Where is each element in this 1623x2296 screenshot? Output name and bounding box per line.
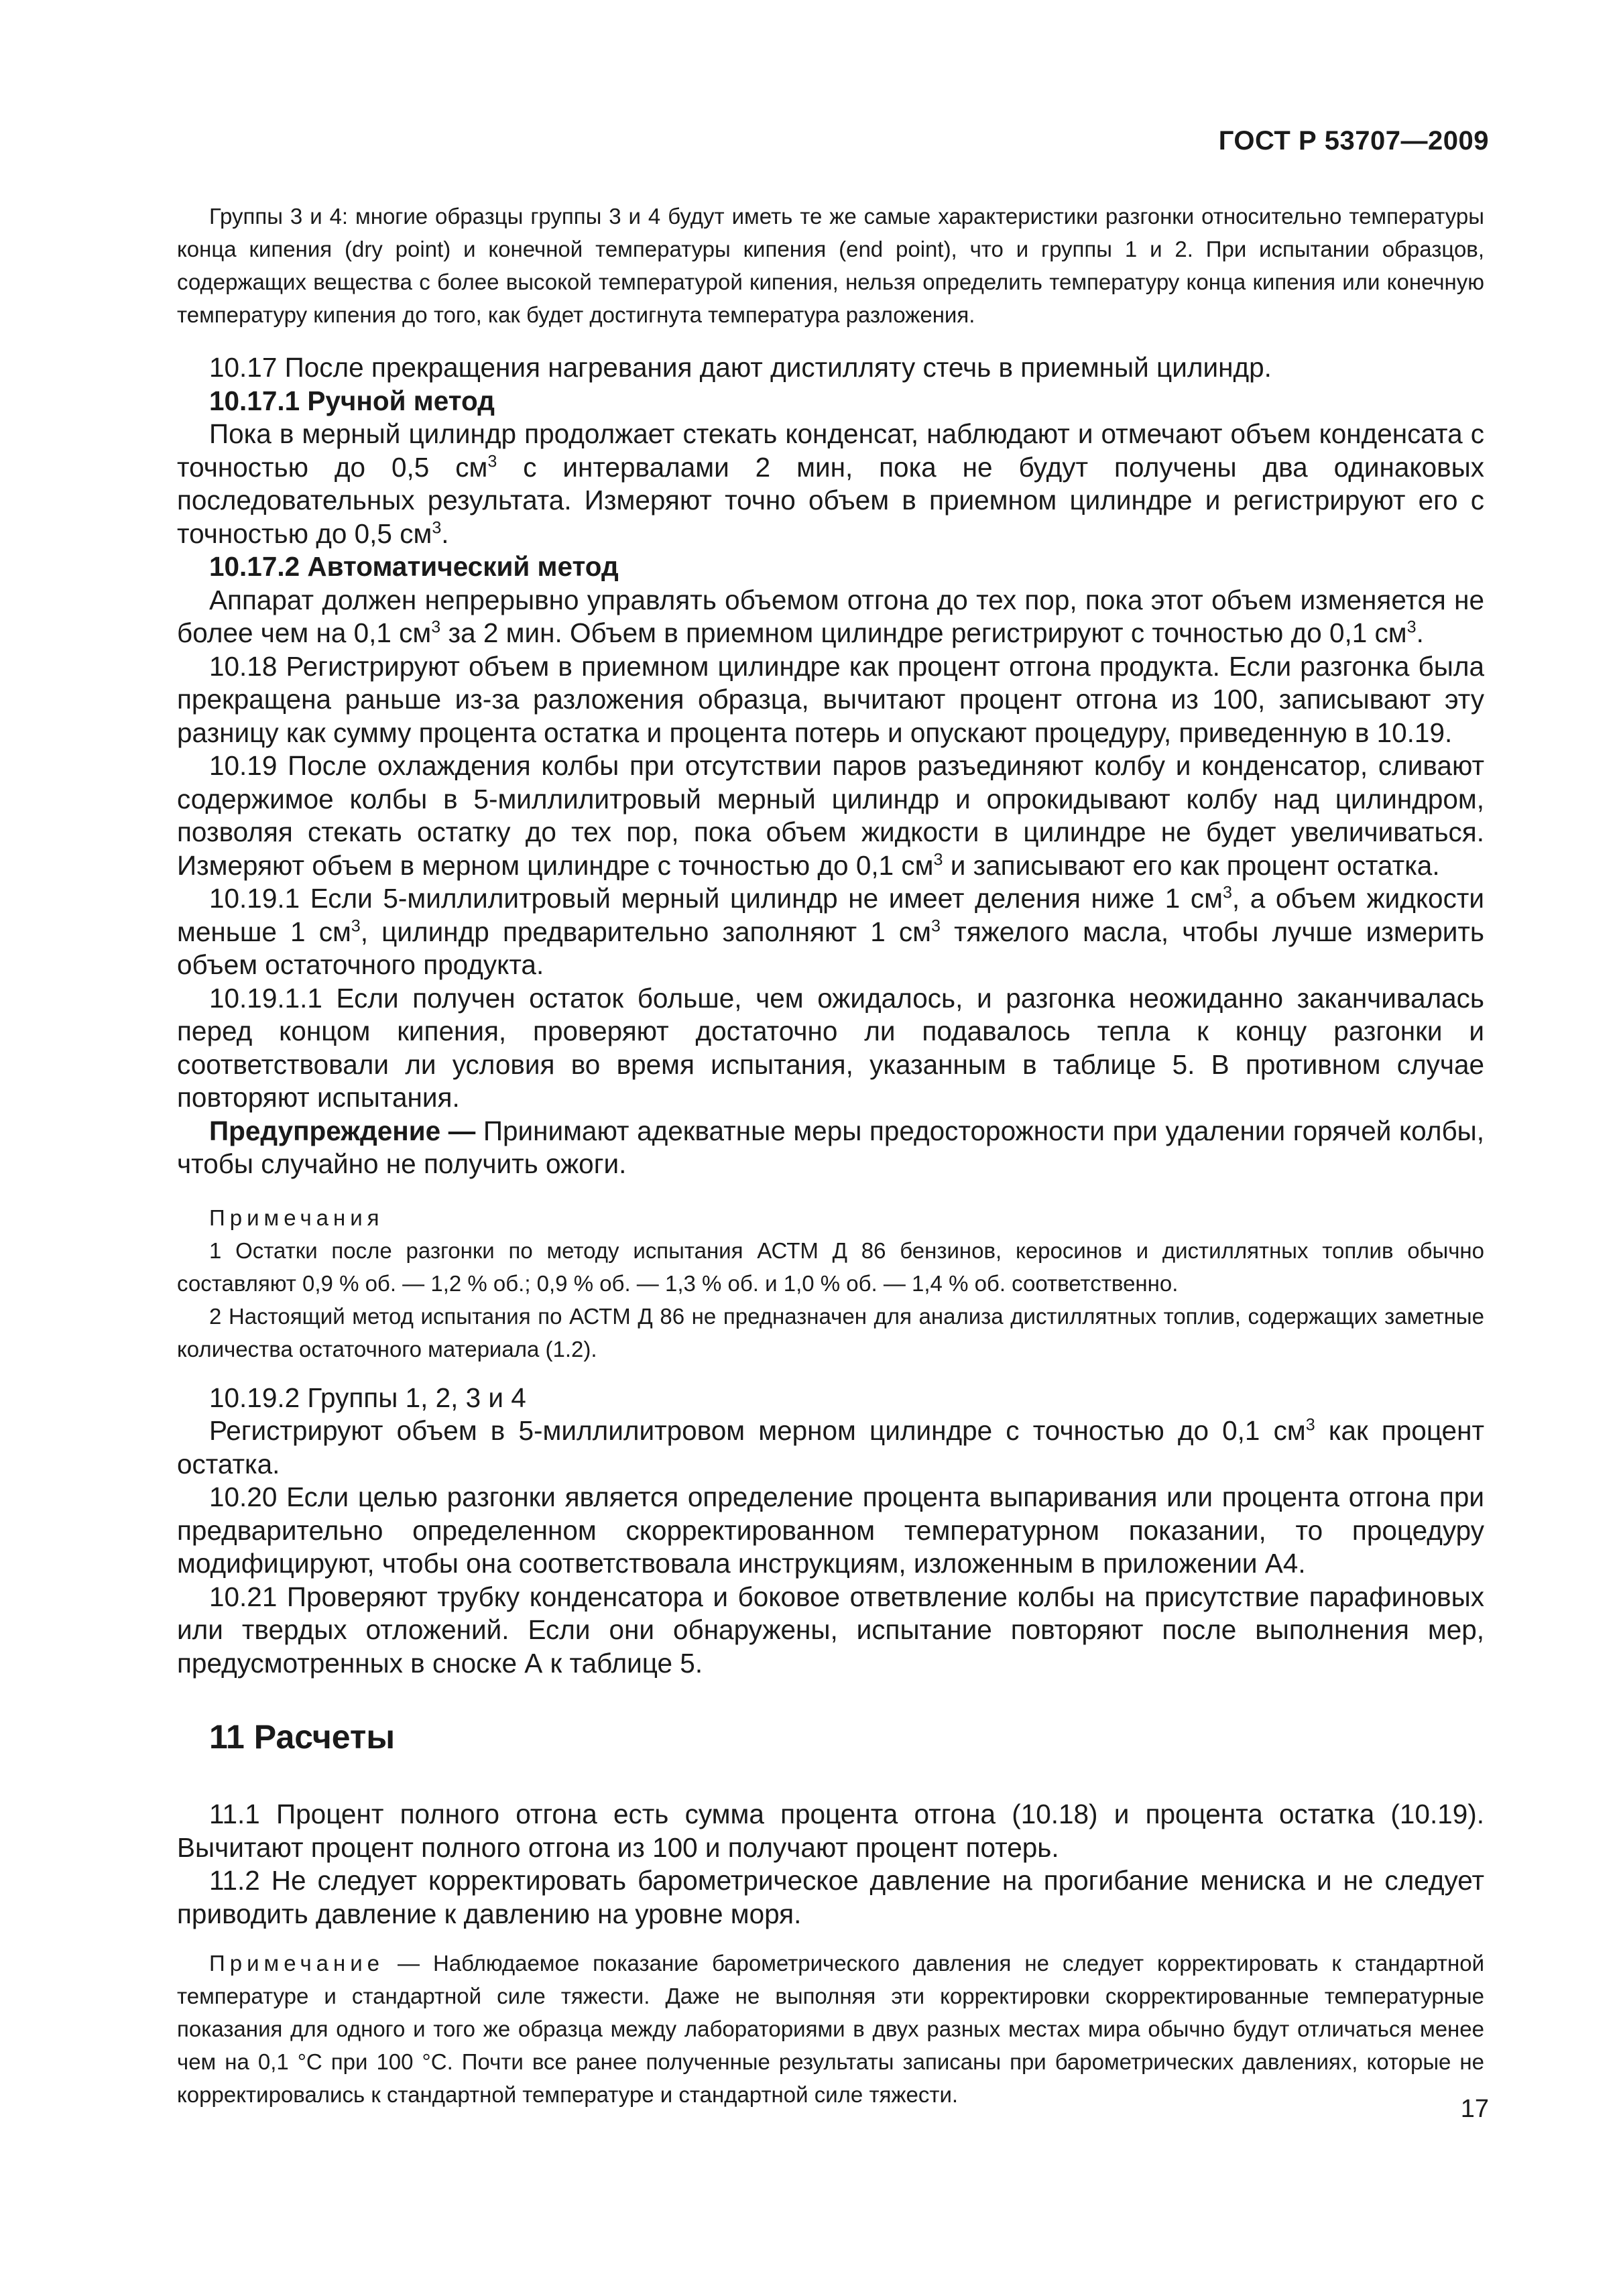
page-content [177, 200, 1484, 2111]
superscript: 3 [931, 916, 941, 935]
clause-10-17: 10.17 После прекращения нагревания дают дистилляту стечь в приемный цилиндр. [209, 352, 1272, 383]
groups-note: Группы 3 и 4: многие образцы группы 3 и 4 будут иметь те же самые характеристики разгонки относительно температуры конца кипения (dry point) и конечной температуры кипения (end point), что и группы 1 и 2. При испытании образцов, содержащих вещества с более высокой температурой кипения, нельзя определить температуру конца кипения или конечную температуру кипения до того, как будет достигнута температура разложения. [177, 204, 1484, 327]
clause-10-20: 10.20 Если целью разгонки является определение процента выпаривания или процента отгона при предварительно определенном скорректированном температурном показании, то процедуру модифицируют, чтобы она соответствовала инструкциям, изложенным в приложении А4. [177, 1482, 1484, 1579]
clause-11-2: 11.2 Не следует корректировать барометрическое давление на прогибание мениска и не следует приводить давление к давлению на уровне моря. [177, 1865, 1484, 1929]
final-note-text: — Наблюдаемое показание барометрического давления не следует корректировать к стандартной температуре и стандартной силе тяжести. Даже не выполняя эти корректировки скорректированные температурные показания для одного и того же образца между лабораториями в двух разных местах мира обычно будут отличаться менее чем на 0,1 °С при 100 °С. Почти все ранее полученные результаты записаны при барометрических давлениях, которые не корректировались к стандартной температуре и стандартной силе тяжести. [177, 1951, 1484, 2107]
note-1: 1 Остатки после разгонки по методу испытания АСТМ Д 86 бензинов, керосинов и дистиллятных топлив обычно составляют 0,9 % об. — 1,2 % об.; 0,9 % об. — 1,3 % об. и 1,0 % об. — 1,4 % об. соответственно. [177, 1237, 1484, 1296]
clause-10-19-text-b: и записывают его как процент остатка. [943, 849, 1440, 881]
superscript: 3 [1305, 1415, 1315, 1435]
clause-10-17-1-text-a: Пока в мерный цилиндр продолжает стекать конденсат, наблюдают и отмечают объем конденсата с точностью до 0,5 см [177, 418, 1484, 483]
superscript: 3 [351, 916, 361, 935]
clause-10-19-2-text-a: Регистрируют объем в 5-миллилитровом мерном цилиндре с точностью до 0,1 см [209, 1415, 1306, 1446]
clause-10-19-1-text-a: 10.19.1 Если 5-миллилитровый мерный цилиндр не имеет деления ниже 1 см [209, 883, 1223, 914]
section-11-title: 11 Расчеты [209, 1718, 396, 1756]
clause-10-19-1-text-c: , цилиндр предварительно заполняют 1 см [360, 916, 932, 947]
clause-10-17-1 [177, 418, 1484, 550]
clause-10-17-1-text-c: . [441, 518, 449, 549]
clause-10-19-text-a: 10.19 После охлаждения колбы при отсутствии паров разъединяют колбу и конденсатор, сливают содержимое колбы в 5-миллилитровый мерный цилиндр и опрокидывают колбу над цилиндром, позволяя стекать остатку до тех пор, пока объем жидкости в цилиндре не будет увеличиваться. Измеряют объем в мерном цилиндре с точностью до 0,1 см [177, 750, 1484, 881]
warning-text: Принимают адекватные меры предосторожности при удалении горячей колбы, чтобы случайно не получить ожоги. [177, 1115, 1485, 1179]
document-header: ГОСТ Р 53707—2009 [1218, 126, 1489, 156]
notes-title: Примечания [209, 1205, 384, 1230]
heading-10-17-2: 10.17.2 Автоматический метод [209, 551, 619, 582]
heading-10-19-2: 10.19.2 Группы 1, 2, 3 и 4 [209, 1382, 526, 1413]
clause-10-19-1-1: 10.19.1.1 Если получен остаток больше, чем ожидалось, и разгонка неожиданно заканчивалась перед концом кипения, проверяют достаточно ли подавалось тепла к концу разгонки и соответствовали ли условия во время испытания, указанным в таблице 5. В противном случае повторяют испытания. [177, 982, 1484, 1113]
clause-10-17-2 [177, 584, 1484, 650]
clause-10-19-1-text-b: , а объем жидкости меньше 1 см [177, 883, 1484, 947]
clause-10-19-2-text-b: как процент остатка. [177, 1415, 1484, 1479]
superscript: 3 [431, 617, 441, 637]
note-2: 2 Настоящий метод испытания по АСТМ Д 86 не предназначен для анализа дистиллятных топлив, содержащих заметные количества остаточного материала (1.2). [177, 1303, 1484, 1362]
warning [177, 1115, 1484, 1181]
final-note [177, 1947, 1484, 2111]
clause-10-17-2-text-a: Аппарат должен непрерывно управлять объемом отгона до тех пор, пока этот объем изменяется не более чем на 0,1 см [177, 584, 1484, 648]
superscript: 3 [1406, 617, 1417, 637]
clause-10-17-2-text-c: . [1416, 617, 1424, 648]
clause-10-19 [177, 749, 1484, 882]
clause-11-1: 11.1 Процент полного отгона есть сумма процента отгона (10.18) и процента остатка (10.19). Вычитают процент полного отгона из 100 и получают процент потерь. [177, 1799, 1484, 1863]
clause-10-17-2-text-b: за 2 мин. Объем в приемном цилиндре регистрируют с точностью до 0,1 см [440, 617, 1407, 648]
warning-label: Предупреждение — [209, 1115, 476, 1146]
clause-10-19-2 [177, 1414, 1484, 1481]
heading-10-17-1: 10.17.1 Ручной метод [209, 385, 495, 416]
clause-10-19-1 [177, 882, 1484, 982]
clause-10-18: 10.18 Регистрируют объем в приемном цилиндре как процент отгона продукта. Если разгонка была прекращена раньше из-за разложения образца, вычитают процент отгона из 100, записывают эту разницу как сумму процента остатка и процента потерь и опускают процедуру, приведенную в 10.19. [177, 650, 1484, 748]
clause-10-21: 10.21 Проверяют трубку конденсатора и боковое ответвление колбы на присутствие парафиновых или твердых отложений. Если они обнаружены, испытание повторяют после выполнения мер, предусмотренных в сноске А к таблице 5. [177, 1581, 1484, 1679]
superscript: 3 [1222, 883, 1232, 902]
superscript: 3 [487, 452, 497, 471]
clause-10-19-1-text-d: тяжелого масла, чтобы лучше измерить объем остаточного продукта. [177, 916, 1484, 980]
final-note-label: Примечание [209, 1951, 385, 1976]
page-number: 17 [1460, 2095, 1489, 2123]
clause-10-17-1-text-b: с интервалами 2 мин, пока не будут получены два одинаковых последовательных результата. Измеряют точно объем в приемном цилиндре и регистрируют его с точностью до 0,5 см [177, 451, 1484, 549]
superscript: 3 [432, 518, 442, 537]
superscript: 3 [933, 850, 943, 869]
